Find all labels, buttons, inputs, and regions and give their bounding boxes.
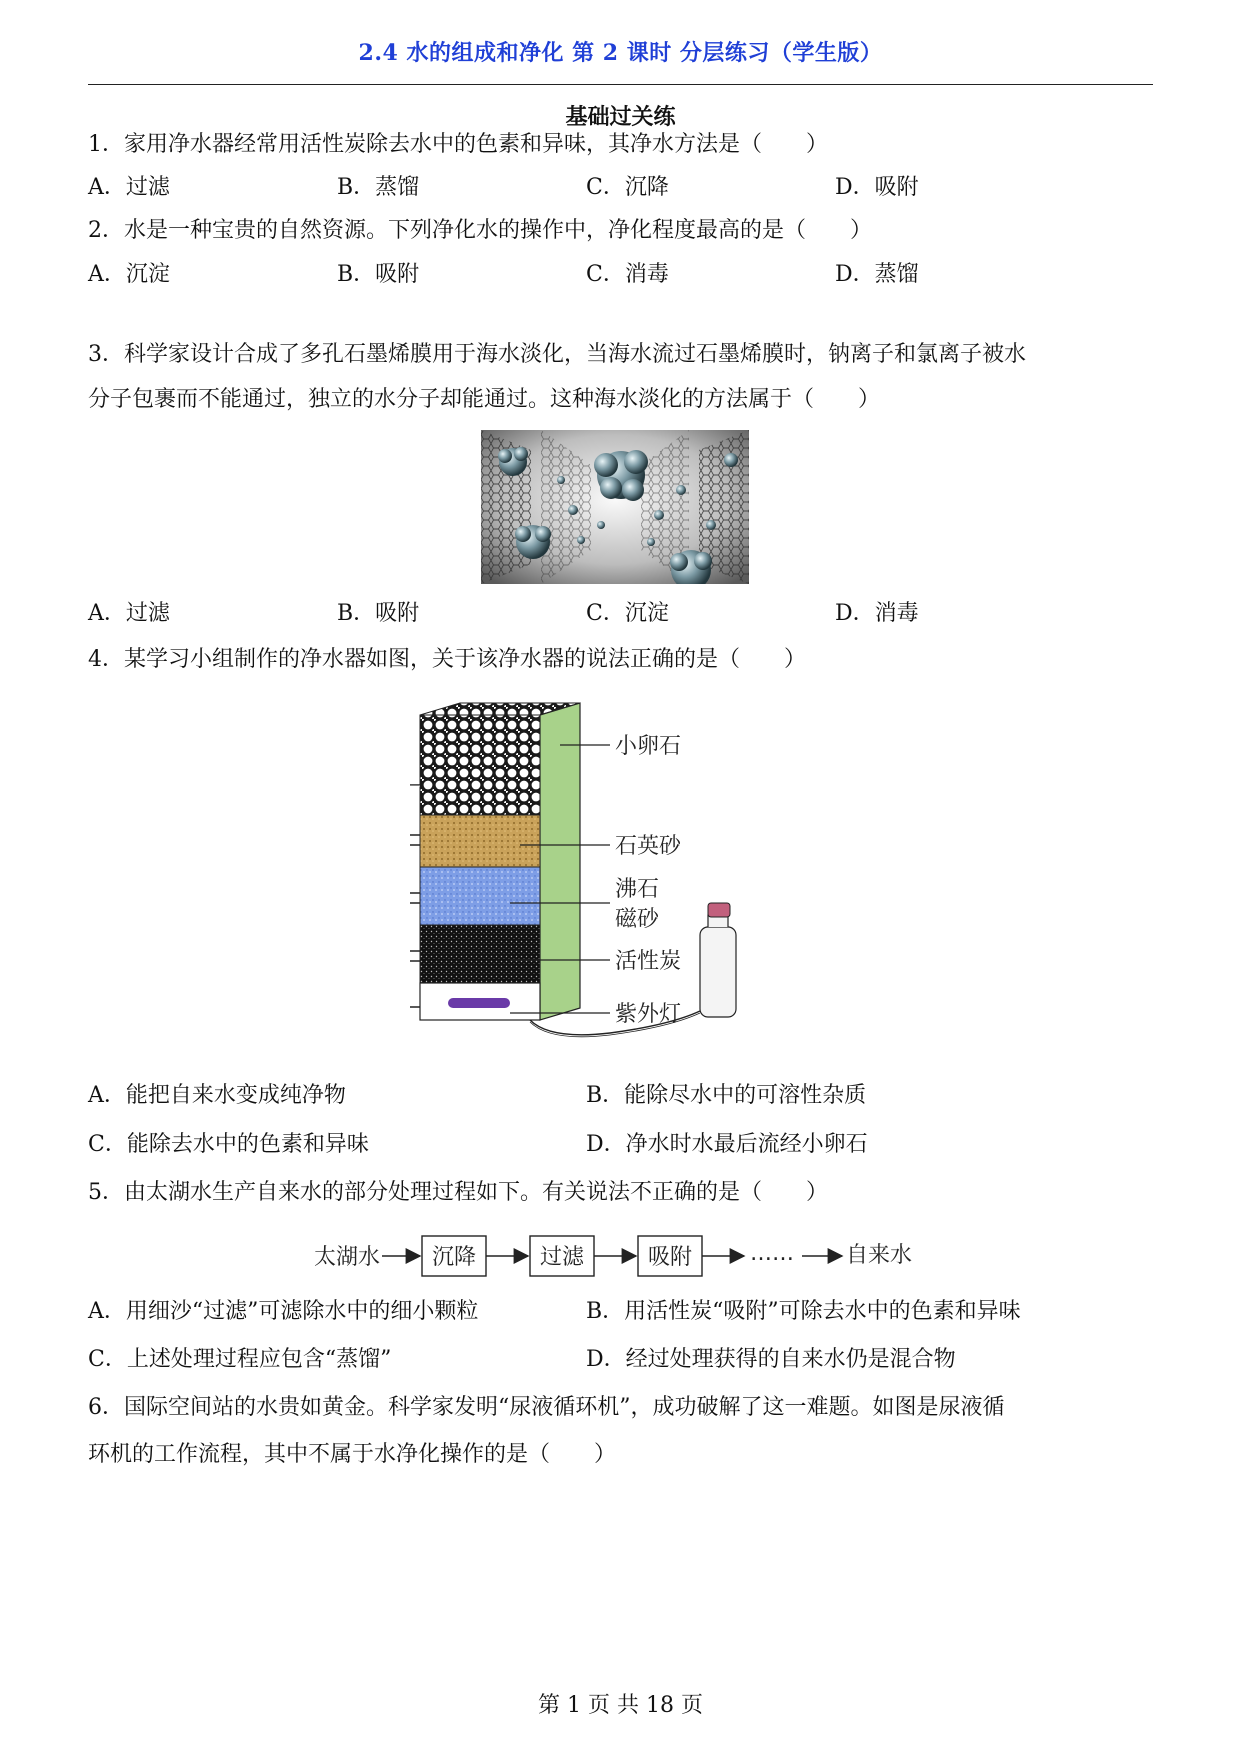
q2-option-b[interactable]: B．吸附 [337,262,420,287]
section-title: 基础过关练 [565,104,676,130]
flow-ellipsis: …… [750,1241,794,1266]
q2-option-d[interactable]: D．蒸馏 [835,262,919,287]
question-5-text: 5．由太湖水生产自来水的部分处理过程如下。有关说法不正确的是（ ） [88,1180,828,1205]
q4-option-b[interactable]: B．能除尽水中的可溶性杂质 [586,1083,867,1108]
q3-option-d[interactable]: D．消毒 [835,601,919,626]
question-1-text: 1．家用净水器经常用活性炭除去水中的色素和异味，其净水方法是（ ） [88,132,828,157]
label-activated-carbon: 活性炭 [615,949,682,974]
q1-option-a[interactable]: A．过滤 [88,175,170,200]
label-pebble: 小卵石 [615,734,682,759]
label-quartz-sand: 石英砂 [615,834,682,859]
question-4-text: 4．某学习小组制作的净水器如图，关于该净水器的说法正确的是（ ） [88,647,806,672]
question-3-text-line1: 3．科学家设计合成了多孔石墨烯膜用于海水淡化，当海水流过石墨烯膜时，钠离子和氯离子被水 [88,342,1027,367]
q1-option-b[interactable]: B．蒸馏 [337,175,420,200]
q1-option-c[interactable]: C．沉降 [586,175,669,200]
water-purifier-diagram [410,695,830,1055]
flow-step-filter: 过滤 [539,1245,585,1270]
q5-option-a[interactable]: A．用细沙“过滤”可滤除水中的细小颗粒 [88,1299,479,1324]
label-magnetic-sand: 磁砂 [615,907,660,932]
q4-option-c[interactable]: C．能除去水中的色素和异味 [88,1132,369,1157]
question-2-text: 2．水是一种宝贵的自然资源。下列净化水的操作中，净化程度最高的是（ ） [88,218,872,243]
flow-start: 太湖水 [314,1245,381,1270]
label-uv-lamp: 紫外灯 [615,1002,682,1027]
question-3-text-line2: 分子包裹而不能通过，独立的水分子却能通过。这种海水淡化的方法属于（ ） [88,387,881,412]
q5-option-c[interactable]: C．上述处理过程应包含“蒸馏” [88,1347,392,1372]
q3-option-a[interactable]: A．过滤 [88,601,170,626]
graphene-membrane-image [481,430,749,584]
flow-step-settle: 沉降 [431,1245,477,1270]
water-treatment-flowchart [310,1228,930,1284]
page-number: 第 1 页 共 18 页 [538,1693,703,1718]
q1-option-d[interactable]: D．吸附 [835,175,919,200]
header-rule [88,84,1153,85]
document-header: 2.4 水的组成和净化 第 2 课时 分层练习（学生版） [358,40,883,66]
q4-option-a[interactable]: A．能把自来水变成纯净物 [88,1083,346,1108]
label-zeolite: 沸石 [615,877,660,902]
q4-option-d[interactable]: D．净水时水最后流经小卵石 [586,1132,868,1157]
flow-step-adsorb: 吸附 [647,1245,693,1270]
flow-end: 自来水 [846,1243,913,1268]
q5-option-b[interactable]: B．用活性炭“吸附”可除去水中的色素和异味 [586,1299,1021,1324]
question-6-text-line1: 6．国际空间站的水贵如黄金。科学家发明“尿液循环机”，成功破解了这一难题。如图是尿液循 [88,1395,1005,1420]
q3-option-b[interactable]: B．吸附 [337,601,420,626]
q3-option-c[interactable]: C．沉淀 [586,601,669,626]
question-6-text-line2: 环机的工作流程，其中不属于水净化操作的是（ ） [88,1442,617,1467]
q5-option-d[interactable]: D．经过处理获得的自来水仍是混合物 [586,1347,956,1372]
q2-option-a[interactable]: A．沉淀 [88,262,170,287]
q2-option-c[interactable]: C．消毒 [586,262,669,287]
